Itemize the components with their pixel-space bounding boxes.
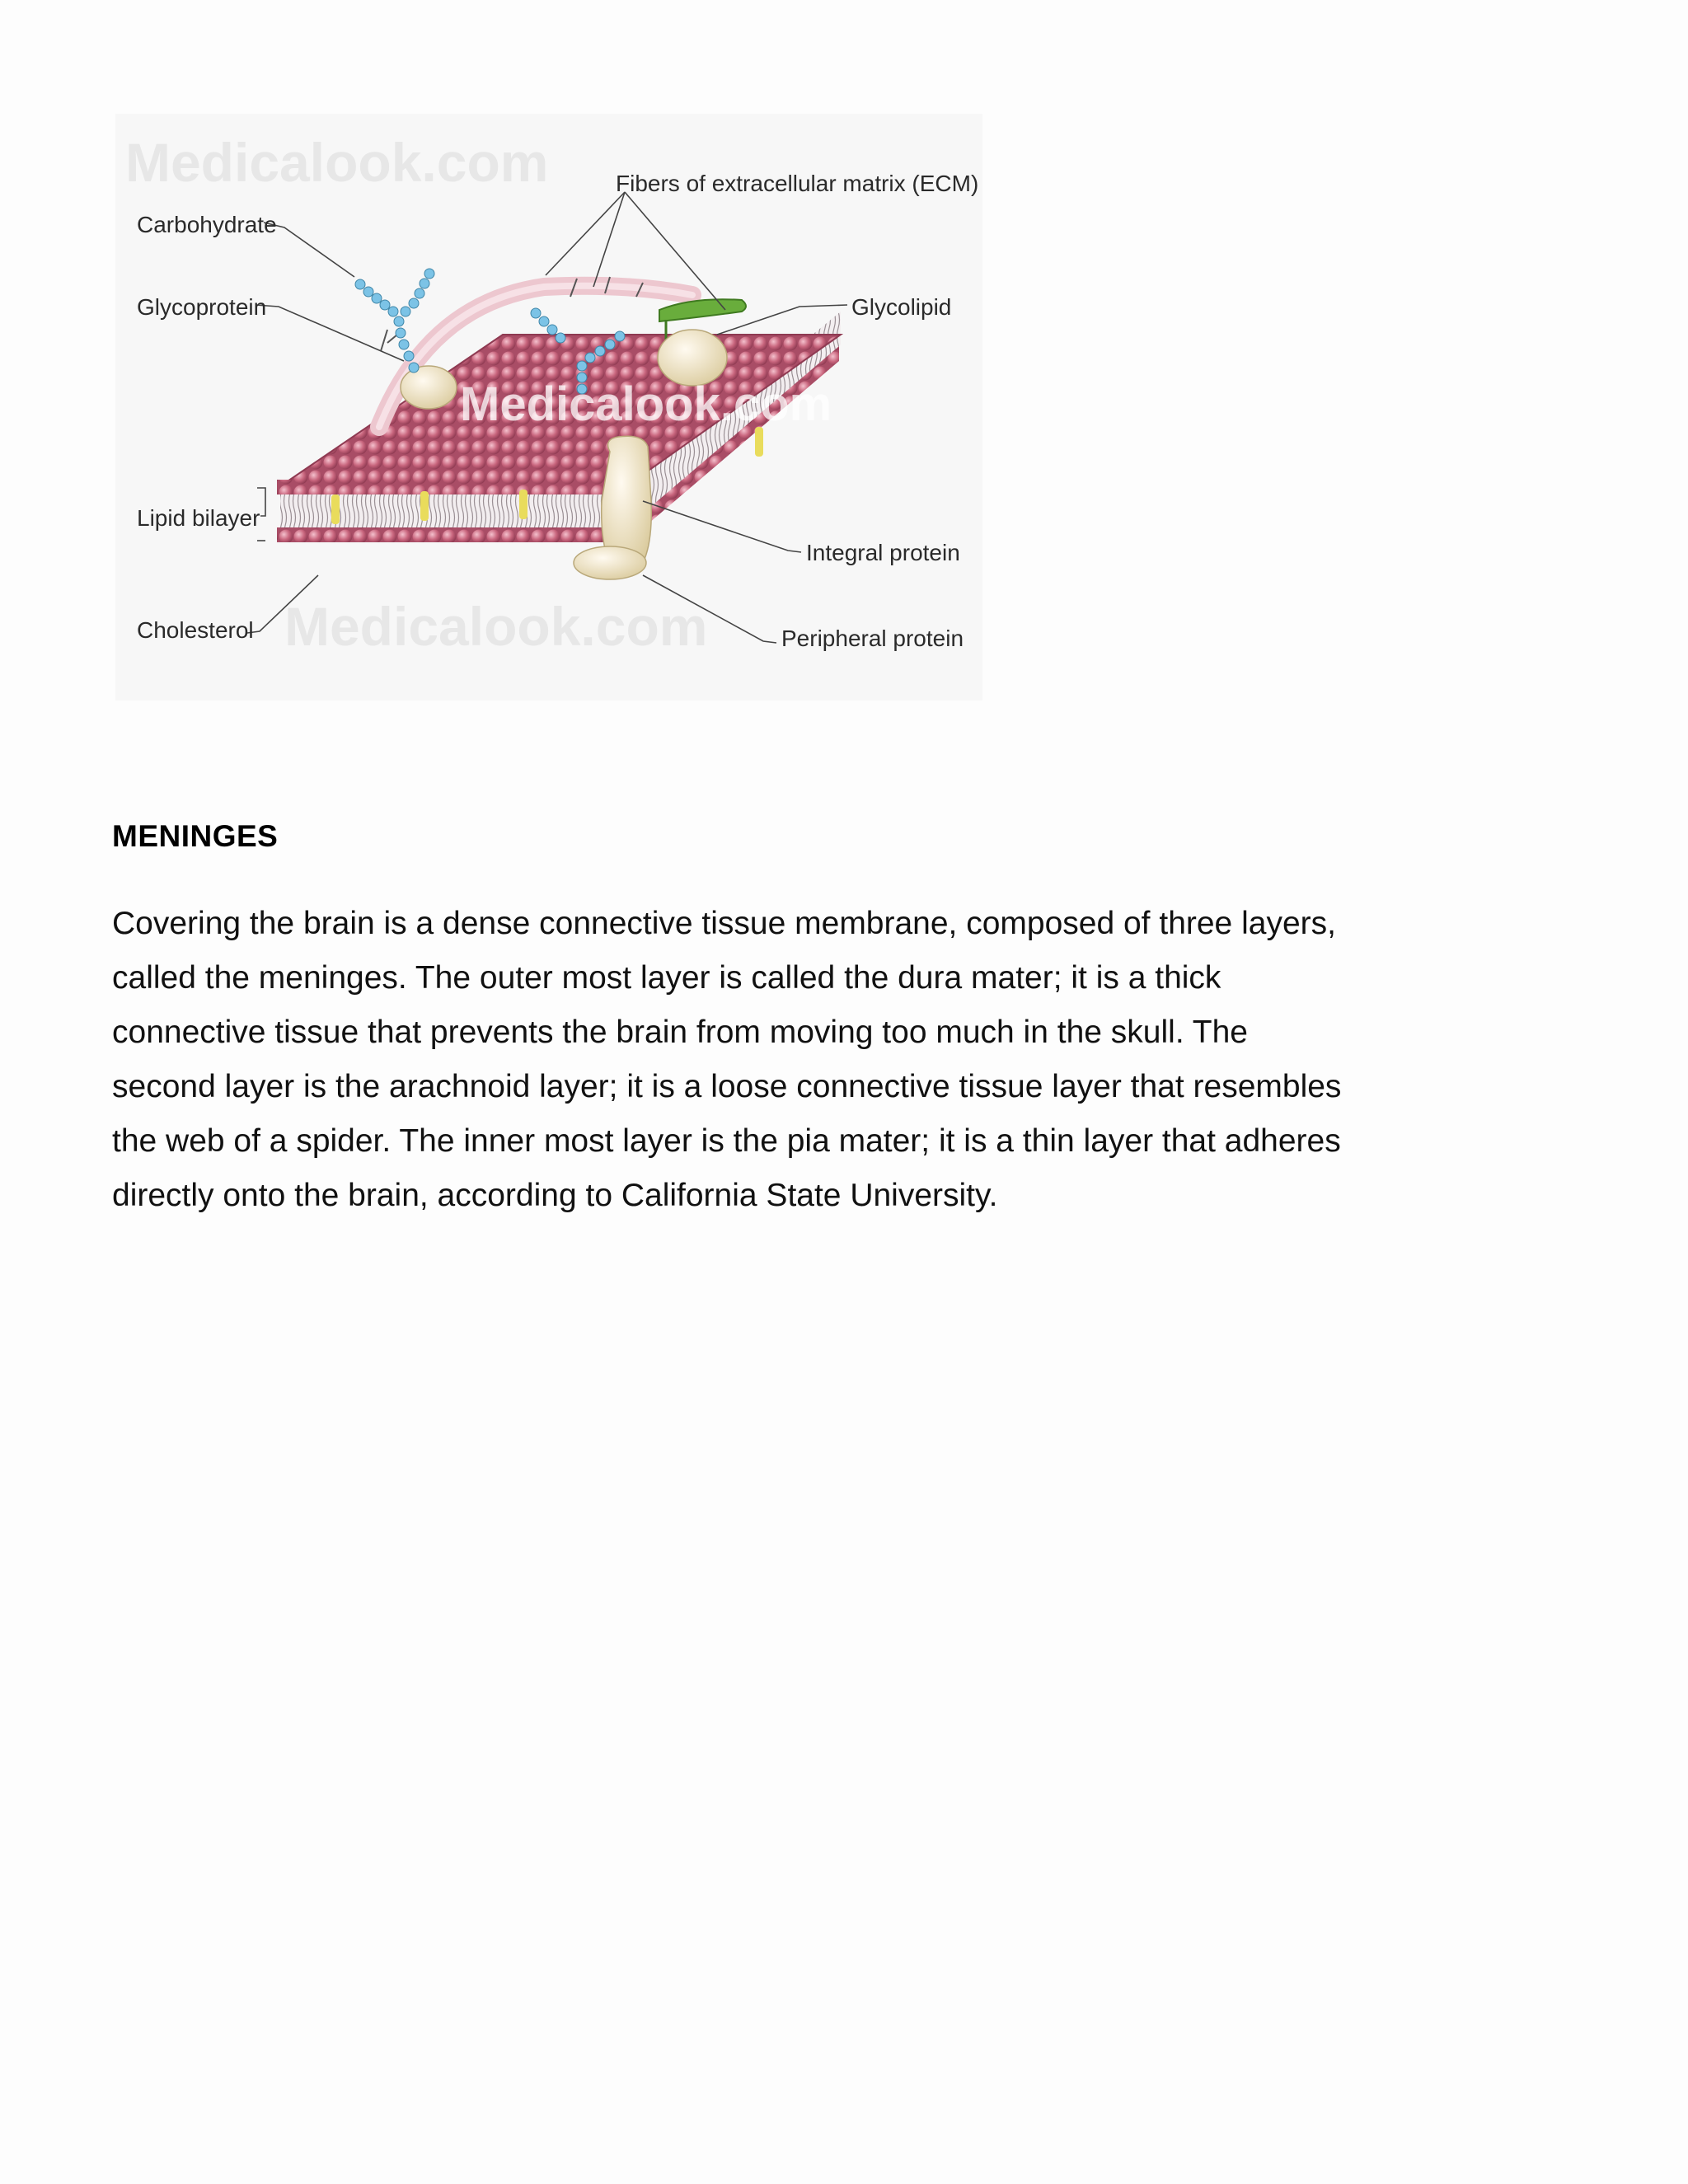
glycoprotein-body	[401, 366, 457, 409]
paragraph-line: the web of a spider. The inner most layer is the pia mater; it is a thin layer that adheres	[112, 1123, 1341, 1159]
label-glycoprotein: Glycoprotein	[137, 294, 267, 320]
top-leaflet-front-edge	[277, 480, 626, 494]
cell-membrane-svg	[115, 114, 982, 701]
label-peripheral-protein: Peripheral protein	[781, 626, 964, 651]
label-lipid-bilayer: Lipid bilayer	[137, 505, 260, 531]
watermark-top: Medicalook.com	[125, 132, 549, 193]
section-heading: MENINGES	[112, 819, 279, 853]
label-carbohydrate: Carbohydrate	[137, 212, 277, 237]
label-integral-protein: Integral protein	[806, 540, 960, 565]
label-glycolipid: Glycolipid	[851, 294, 952, 320]
paragraph-line: connective tissue that prevents the brain from moving too much in the skull. The	[112, 1015, 1248, 1050]
watermark-middle: Medicalook.com	[460, 377, 832, 431]
cell-membrane-diagram	[115, 114, 982, 701]
paragraph-line: second layer is the arachnoid layer; it is a loose connective tissue layer that resembles	[112, 1069, 1342, 1104]
peripheral-protein-shape	[574, 546, 646, 579]
paragraph-line: directly onto the brain, according to California State University.	[112, 1178, 998, 1213]
watermark-bottom: Medicalook.com	[284, 596, 708, 657]
label-ecm: Fibers of extracellular matrix (ECM)	[616, 171, 979, 196]
label-cholesterol: Cholesterol	[137, 617, 254, 643]
paragraph-line: called the meninges. The outer most layer is called the dura mater; it is a thick	[112, 960, 1221, 996]
section-paragraph	[112, 897, 1563, 1223]
paragraph-line: Covering the brain is a dense connective tissue membrane, composed of three layers,	[112, 906, 1336, 941]
